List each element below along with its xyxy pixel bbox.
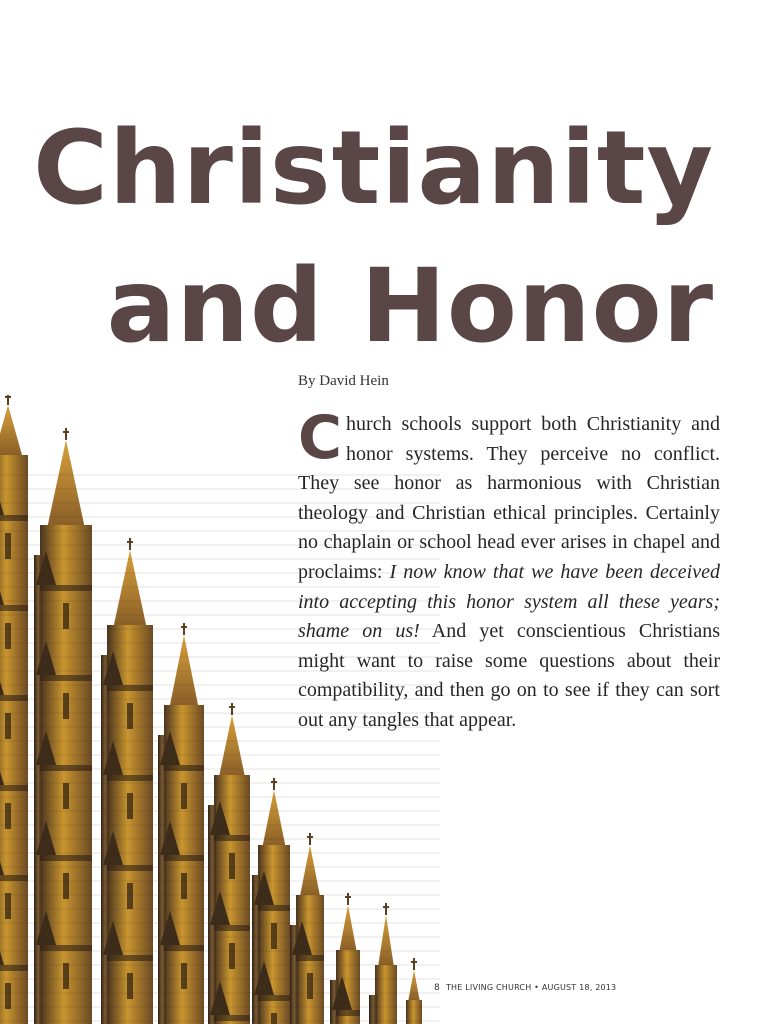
lancet-window — [63, 603, 69, 629]
stone-ledge — [0, 785, 28, 791]
body-text-intro: hurch schools support both Christianity and honor systems. They perceive no conflict. They see honor as harmonious with Christian theology and Christian ethical principles. Certainly no chaplain or school head ever arises in chapel and proclaims: — [298, 413, 720, 583]
body-text-quote: I now know that we have been deceived into accepting this honor system all these years; shame on us! — [298, 560, 720, 643]
stone-ledge — [107, 685, 153, 691]
stone-ledge — [0, 605, 28, 611]
stone-ledge — [40, 765, 92, 771]
stone-ledge — [336, 1010, 360, 1016]
stone-ledge — [296, 955, 324, 961]
lancet-window — [271, 1013, 277, 1024]
lancet-window — [5, 893, 11, 919]
stone-ledge — [258, 995, 290, 1001]
stone-ledge — [0, 875, 28, 881]
tower-body — [406, 1000, 422, 1024]
stone-ledge — [214, 835, 250, 841]
stone-ledge — [40, 675, 92, 681]
lancet-window — [63, 783, 69, 809]
lancet-window — [63, 693, 69, 719]
title-line-2: and Honor — [106, 247, 714, 366]
lancet-window — [5, 983, 11, 1009]
stone-ledge — [0, 695, 28, 701]
stone-ledge — [214, 1015, 250, 1021]
body-text-closing: And yet conscientious Christians might want to raise some questions about their compatibility, and then go on to see if they can sort out any tangles that appear. — [298, 620, 720, 731]
lancet-window — [181, 783, 187, 809]
tower-buttress — [158, 735, 166, 1024]
lancet-window — [127, 703, 133, 729]
lancet-window — [5, 713, 11, 739]
stone-ledge — [0, 965, 28, 971]
stone-ledge — [107, 955, 153, 961]
article-body — [298, 403, 720, 736]
lancet-window — [127, 883, 133, 909]
tower-buttress — [101, 655, 109, 1024]
lancet-window — [127, 973, 133, 999]
tower-buttress — [34, 555, 42, 1024]
stone-ledge — [164, 855, 204, 861]
lancet-window — [5, 623, 11, 649]
lancet-window — [307, 973, 313, 999]
lancet-window — [271, 923, 277, 949]
tower-body — [0, 455, 28, 1024]
stone-ledge — [0, 515, 28, 521]
lancet-window — [229, 853, 235, 879]
page-number: 8 — [434, 983, 440, 993]
stone-ledge — [214, 925, 250, 931]
title-line-1: Christianity — [33, 109, 714, 228]
article-title — [0, 100, 768, 376]
stone-ledge — [40, 585, 92, 591]
stone-ledge — [40, 855, 92, 861]
tower-buttress — [369, 995, 377, 1024]
byline: By David Hein — [298, 373, 389, 389]
lancet-window — [5, 533, 11, 559]
lancet-window — [181, 963, 187, 989]
stone-ledge — [40, 945, 92, 951]
stone-ledge — [107, 775, 153, 781]
lancet-window — [63, 963, 69, 989]
stone-ledge — [164, 945, 204, 951]
publication-line: THE LIVING CHURCH • AUGUST 18, 2013 — [445, 983, 617, 992]
stone-ledge — [107, 865, 153, 871]
stone-ledge — [164, 765, 204, 771]
page-footer — [434, 983, 616, 993]
tower-body — [375, 965, 397, 1024]
stone-ledge — [258, 905, 290, 911]
drop-cap: C — [298, 403, 343, 473]
